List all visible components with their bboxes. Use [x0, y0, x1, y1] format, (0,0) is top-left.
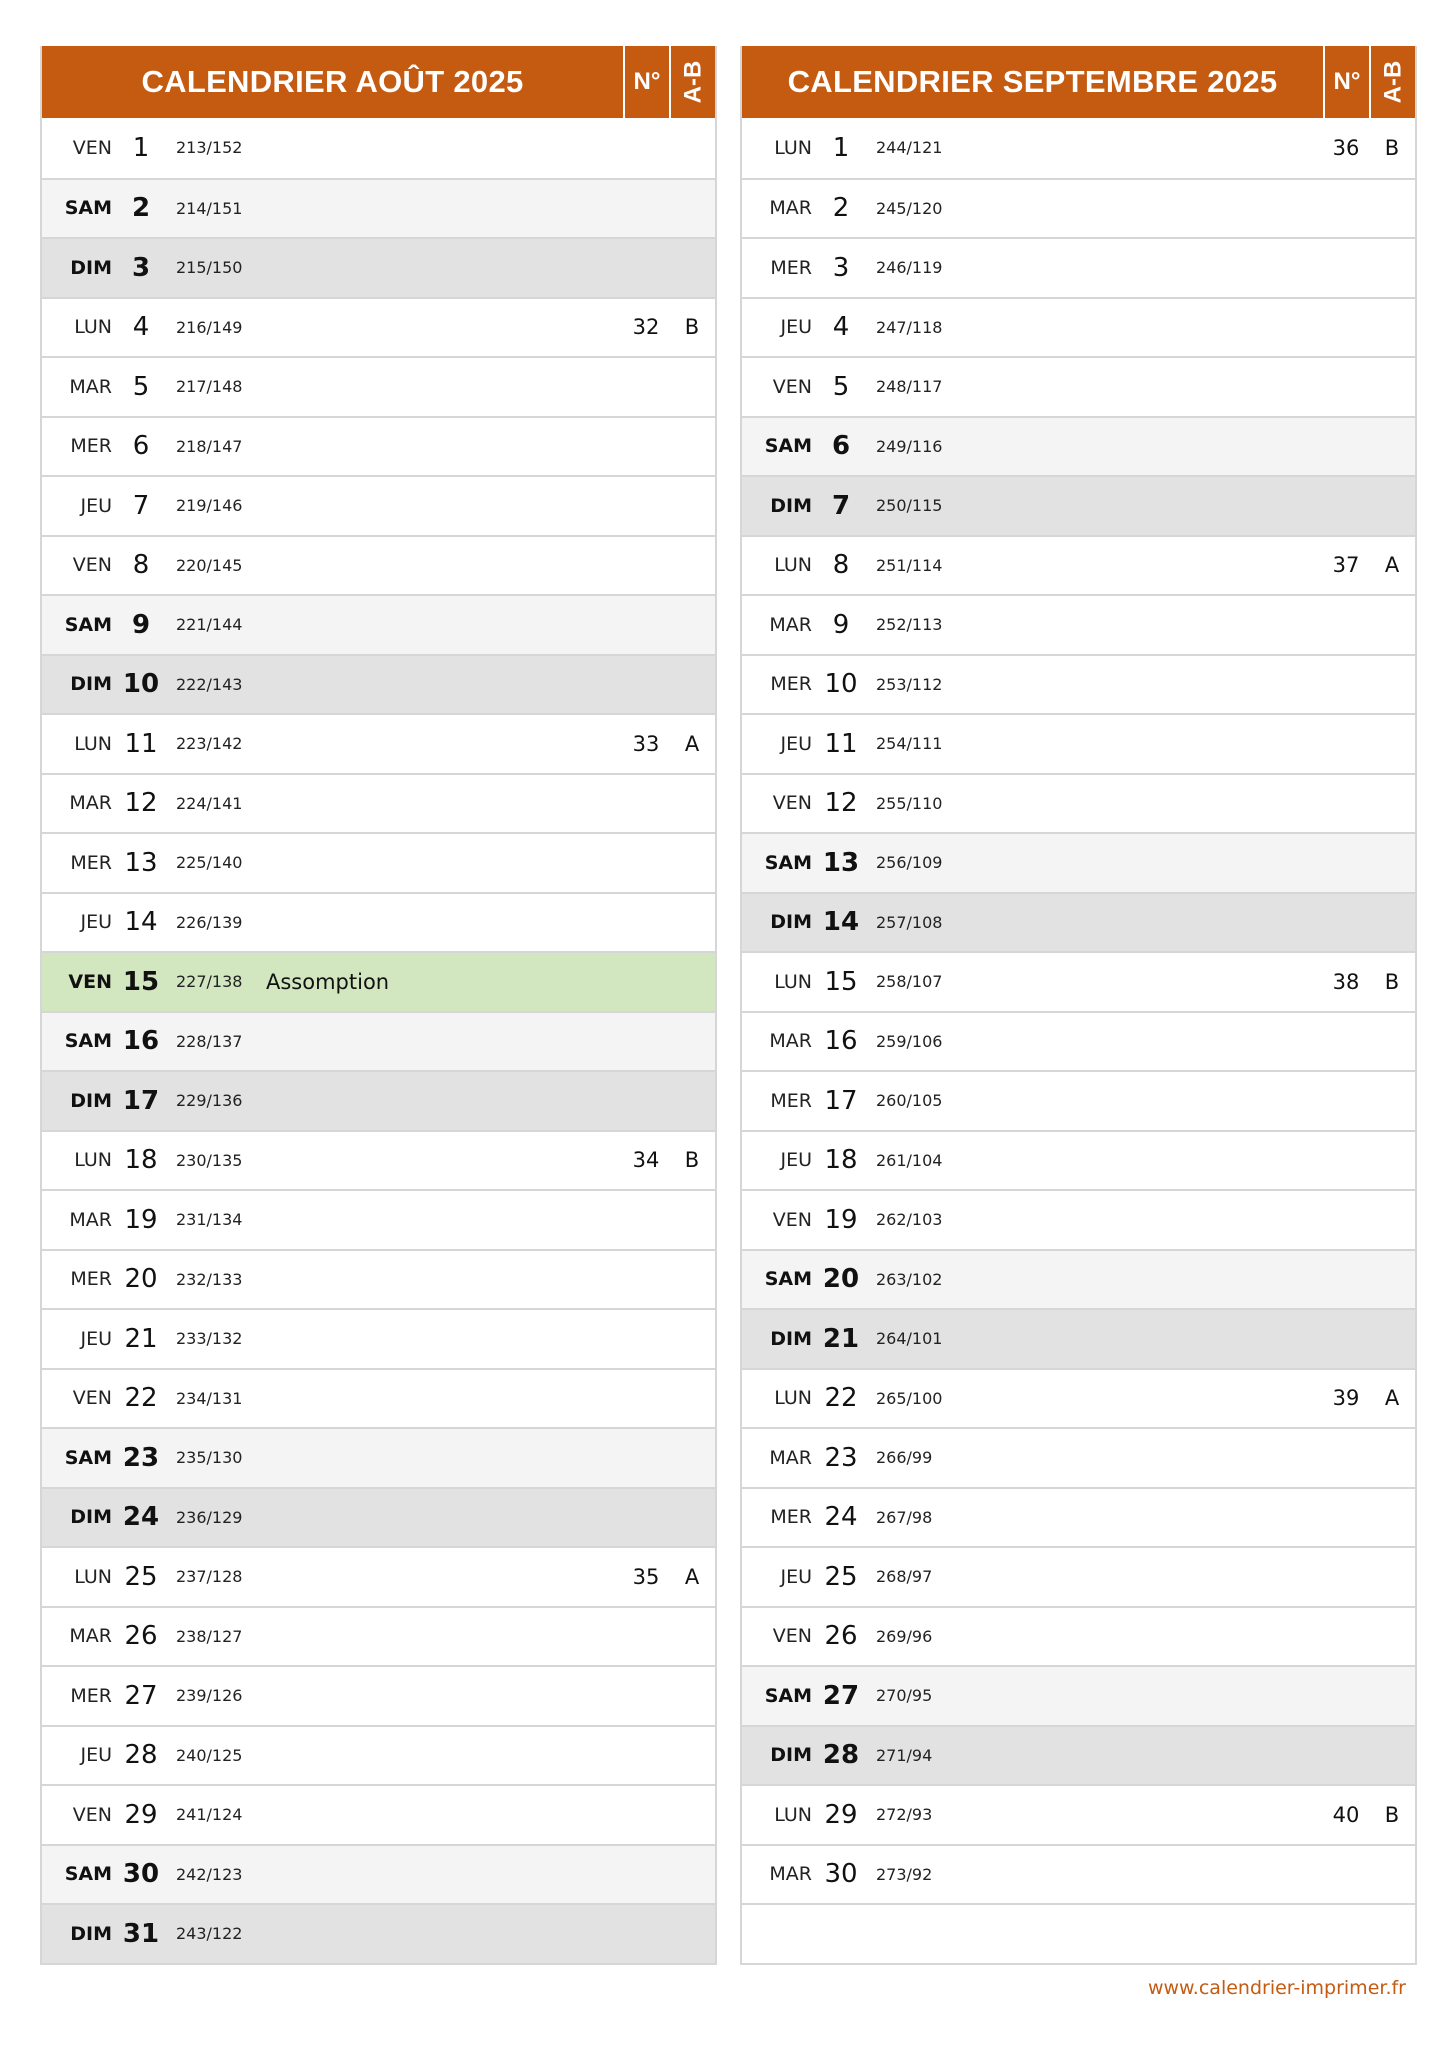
week-ab: B	[1384, 969, 1400, 994]
day-number: 14	[822, 907, 860, 938]
week-ab: A	[684, 731, 700, 756]
day-of-week: JEU	[780, 316, 812, 339]
day-of-week: DIM	[70, 1506, 112, 1529]
day-of-week: SAM	[64, 613, 112, 636]
day-row	[42, 1368, 715, 1428]
week-ab: B	[684, 315, 700, 340]
day-row	[42, 1130, 715, 1190]
week-number: 34	[632, 1148, 660, 1173]
day-number: 19	[824, 1204, 858, 1235]
day-number: 2	[832, 193, 850, 224]
day-row	[742, 1308, 1415, 1368]
day-of-week: MAR	[769, 197, 812, 220]
day-row	[742, 832, 1415, 892]
day-row	[42, 1070, 715, 1130]
day-of-year: 256/109	[876, 853, 943, 873]
day-number: 23	[122, 1442, 160, 1473]
day-of-week: VEN	[772, 792, 812, 815]
day-row	[742, 654, 1415, 714]
day-of-week: JEU	[780, 1565, 812, 1588]
day-number: 5	[132, 371, 150, 402]
day-of-week: MAR	[769, 613, 812, 636]
day-row	[742, 1844, 1415, 1904]
day-row	[742, 594, 1415, 654]
day-of-week: SAM	[764, 1268, 812, 1291]
day-row	[742, 1011, 1415, 1071]
day-number: 12	[824, 788, 858, 819]
day-of-week: VEN	[72, 136, 112, 159]
day-of-week: SAM	[64, 197, 112, 220]
day-of-year: 219/146	[176, 496, 243, 516]
day-of-year: 225/140	[176, 853, 243, 873]
day-number: 9	[832, 609, 850, 640]
day-number: 13	[124, 847, 158, 878]
day-row	[742, 1487, 1415, 1547]
day-of-year: 270/95	[876, 1686, 933, 1706]
day-number: 22	[824, 1383, 858, 1414]
day-row	[742, 1665, 1415, 1725]
day-row	[742, 475, 1415, 535]
day-row	[42, 1725, 715, 1785]
event-label: Assomption	[266, 969, 390, 994]
day-of-week: MAR	[69, 792, 112, 815]
day-number: 26	[124, 1621, 158, 1652]
day-row	[742, 1784, 1415, 1844]
day-number: 28	[124, 1740, 158, 1771]
day-of-year: 264/101	[876, 1329, 943, 1349]
day-of-week: JEU	[780, 1149, 812, 1172]
day-of-year: 223/142	[176, 734, 243, 754]
day-of-year: 249/116	[876, 436, 943, 456]
day-rows	[42, 118, 715, 1963]
day-rows	[742, 118, 1415, 1963]
week-number-header: N°	[1323, 46, 1369, 118]
day-number: 2	[131, 193, 151, 224]
day-of-week: MER	[770, 256, 812, 279]
day-of-year: 250/115	[876, 496, 943, 516]
day-of-week: JEU	[80, 911, 112, 934]
day-row	[42, 1665, 715, 1725]
day-row	[42, 178, 715, 238]
day-of-year: 253/112	[876, 674, 943, 694]
day-of-week: MER	[770, 1506, 812, 1529]
day-number: 7	[132, 490, 150, 521]
day-row	[742, 356, 1415, 416]
ab-header	[1369, 46, 1415, 118]
day-row	[742, 118, 1415, 178]
day-number: 15	[824, 966, 858, 997]
month-title: CALENDRIER AOÛT 2025	[141, 64, 524, 99]
day-row	[42, 832, 715, 892]
day-row	[742, 951, 1415, 1011]
day-of-year: 230/135	[176, 1150, 243, 1170]
day-row	[42, 1249, 715, 1309]
week-ab: B	[684, 1148, 700, 1173]
day-number: 17	[122, 1085, 160, 1116]
day-row	[42, 951, 715, 1011]
day-row	[42, 535, 715, 595]
day-number: 10	[122, 669, 160, 700]
day-number: 28	[822, 1740, 860, 1771]
day-number: 20	[124, 1264, 158, 1295]
day-of-year: 265/100	[876, 1388, 943, 1408]
day-of-week: LUN	[774, 554, 812, 577]
day-number: 29	[824, 1799, 858, 1830]
day-number: 24	[824, 1502, 858, 1533]
day-of-week: LUN	[74, 732, 112, 755]
day-row	[42, 1427, 715, 1487]
week-ab: A	[1384, 553, 1400, 578]
day-of-year: 241/124	[176, 1805, 243, 1825]
day-of-year: 246/119	[876, 258, 943, 278]
month-header	[42, 46, 715, 118]
day-of-year: 258/107	[876, 972, 943, 992]
day-of-week: DIM	[770, 911, 812, 934]
day-of-week: LUN	[74, 1565, 112, 1588]
day-of-year: 235/130	[176, 1448, 243, 1468]
day-number: 20	[822, 1264, 860, 1295]
day-of-year: 213/152	[176, 138, 243, 158]
week-number: 36	[1332, 135, 1360, 160]
day-of-week: MAR	[69, 375, 112, 398]
day-of-year: 261/104	[876, 1150, 943, 1170]
day-number: 8	[832, 550, 850, 581]
day-number: 22	[124, 1383, 158, 1414]
day-row	[42, 1487, 715, 1547]
day-row	[742, 892, 1415, 952]
day-number: 10	[824, 669, 858, 700]
day-number: 23	[824, 1442, 858, 1473]
day-number: 4	[832, 312, 850, 343]
day-of-year: 247/118	[876, 317, 943, 337]
day-of-year: 245/120	[876, 198, 943, 218]
day-row	[42, 475, 715, 535]
day-of-year: 271/94	[876, 1745, 933, 1765]
empty-row	[742, 1903, 1415, 1963]
day-of-week: MAR	[769, 1030, 812, 1053]
day-number: 8	[132, 550, 150, 581]
day-number: 5	[832, 371, 850, 402]
day-row	[42, 1189, 715, 1249]
day-row	[42, 416, 715, 476]
day-of-week: DIM	[770, 1744, 812, 1767]
week-ab: A	[684, 1564, 700, 1589]
day-number: 30	[824, 1859, 858, 1890]
day-row	[42, 237, 715, 297]
day-of-year: 220/145	[176, 555, 243, 575]
day-of-year: 216/149	[176, 317, 243, 337]
ab-header-label: A-B	[1379, 60, 1406, 104]
day-number: 27	[124, 1680, 158, 1711]
day-number: 26	[824, 1621, 858, 1652]
day-of-year: 242/123	[176, 1864, 243, 1884]
day-of-week: JEU	[80, 494, 112, 517]
day-of-year: 252/113	[876, 615, 943, 635]
day-row	[42, 1784, 715, 1844]
week-ab: B	[1384, 135, 1400, 160]
day-of-week: SAM	[764, 851, 812, 874]
day-of-week: VEN	[68, 970, 112, 993]
day-of-year: 254/111	[876, 734, 943, 754]
day-of-year: 267/98	[876, 1507, 933, 1527]
day-of-year: 234/131	[176, 1388, 243, 1408]
day-of-week: VEN	[72, 1387, 112, 1410]
month-header	[742, 46, 1415, 118]
day-of-year: 228/137	[176, 1031, 243, 1051]
day-number: 14	[124, 907, 158, 938]
ab-header	[669, 46, 715, 118]
day-row	[42, 356, 715, 416]
day-row	[742, 1368, 1415, 1428]
day-row	[42, 594, 715, 654]
day-of-week: SAM	[764, 435, 812, 458]
day-of-week: SAM	[64, 1446, 112, 1469]
day-number: 13	[822, 847, 860, 878]
day-of-week: DIM	[770, 1327, 812, 1350]
day-of-year: 243/122	[176, 1924, 243, 1944]
day-row	[742, 1189, 1415, 1249]
day-number: 6	[132, 431, 150, 462]
day-number: 18	[124, 1145, 158, 1176]
day-of-year: 227/138	[176, 972, 243, 992]
day-row	[42, 297, 715, 357]
day-number: 1	[132, 132, 150, 163]
day-of-year: 273/92	[876, 1864, 933, 1884]
week-number: 35	[632, 1564, 660, 1589]
day-of-week: VEN	[72, 1803, 112, 1826]
calendar-september	[740, 46, 1417, 1965]
day-of-week: LUN	[74, 316, 112, 339]
day-of-week: SAM	[64, 1030, 112, 1053]
day-number: 21	[124, 1323, 158, 1354]
day-number: 18	[824, 1145, 858, 1176]
day-of-week: MAR	[69, 1208, 112, 1231]
week-number-header: N°	[623, 46, 669, 118]
day-of-week: LUN	[774, 1387, 812, 1410]
day-row	[742, 1725, 1415, 1785]
day-of-week: LUN	[74, 1149, 112, 1172]
day-of-week: VEN	[772, 1625, 812, 1648]
day-of-week: VEN	[72, 554, 112, 577]
day-row	[42, 773, 715, 833]
day-of-week: VEN	[772, 375, 812, 398]
day-of-year: 259/106	[876, 1031, 943, 1051]
day-row	[42, 118, 715, 178]
day-of-week: LUN	[774, 970, 812, 993]
day-number: 9	[131, 609, 151, 640]
day-of-week: DIM	[70, 1089, 112, 1112]
day-of-year: 226/139	[176, 912, 243, 932]
day-number: 11	[124, 728, 158, 759]
day-row	[742, 1606, 1415, 1666]
day-row	[42, 1546, 715, 1606]
day-number: 16	[824, 1026, 858, 1057]
day-number: 7	[831, 490, 851, 521]
week-number: 38	[1332, 969, 1360, 994]
day-number: 3	[832, 252, 850, 283]
day-of-week: MAR	[769, 1446, 812, 1469]
day-of-week: VEN	[772, 1208, 812, 1231]
day-row	[742, 1130, 1415, 1190]
day-of-week: MER	[770, 673, 812, 696]
day-of-week: JEU	[80, 1327, 112, 1350]
day-of-year: 251/114	[876, 555, 943, 575]
day-of-week: SAM	[64, 1863, 112, 1886]
day-of-year: 222/143	[176, 674, 243, 694]
day-of-year: 231/134	[176, 1210, 243, 1230]
day-number: 3	[131, 252, 151, 283]
day-number: 19	[124, 1204, 158, 1235]
day-of-year: 263/102	[876, 1269, 943, 1289]
day-row	[742, 297, 1415, 357]
day-row	[742, 1070, 1415, 1130]
day-of-week: DIM	[770, 494, 812, 517]
day-of-year: 257/108	[876, 912, 943, 932]
day-of-year: 215/150	[176, 258, 243, 278]
day-of-year: 262/103	[876, 1210, 943, 1230]
day-number: 29	[124, 1799, 158, 1830]
day-of-week: JEU	[780, 732, 812, 755]
week-number: 37	[1332, 553, 1360, 578]
day-of-week: DIM	[70, 1922, 112, 1945]
day-row	[42, 1844, 715, 1904]
day-of-year: 232/133	[176, 1269, 243, 1289]
day-number: 15	[122, 966, 160, 997]
day-of-week: LUN	[774, 1803, 812, 1826]
day-row	[742, 713, 1415, 773]
day-of-year: 266/99	[876, 1448, 933, 1468]
day-row	[742, 1249, 1415, 1309]
day-row	[742, 178, 1415, 238]
day-of-year: 229/136	[176, 1091, 243, 1111]
day-of-year: 240/125	[176, 1745, 243, 1765]
day-row	[42, 1903, 715, 1963]
day-of-week: JEU	[80, 1744, 112, 1767]
day-of-year: 239/126	[176, 1686, 243, 1706]
day-number: 24	[122, 1502, 160, 1533]
day-of-week: SAM	[764, 1684, 812, 1707]
day-of-year: 244/121	[876, 138, 943, 158]
day-number: 1	[832, 132, 850, 163]
day-row	[42, 1308, 715, 1368]
day-of-year: 255/110	[876, 793, 943, 813]
day-of-year: 260/105	[876, 1091, 943, 1111]
day-of-year: 272/93	[876, 1805, 933, 1825]
day-number: 12	[124, 788, 158, 819]
day-number: 30	[122, 1859, 160, 1890]
day-number: 4	[132, 312, 150, 343]
day-row	[42, 713, 715, 773]
day-of-week: LUN	[774, 136, 812, 159]
day-row	[742, 535, 1415, 595]
week-number: 40	[1332, 1802, 1360, 1827]
day-number: 31	[122, 1918, 160, 1949]
day-of-year: 217/148	[176, 377, 243, 397]
day-row	[42, 1011, 715, 1071]
day-of-week: DIM	[70, 673, 112, 696]
day-number: 16	[122, 1026, 160, 1057]
day-number: 11	[824, 728, 858, 759]
day-of-year: 268/97	[876, 1567, 933, 1587]
day-of-year: 248/117	[876, 377, 943, 397]
day-row	[742, 1546, 1415, 1606]
week-number: 39	[1332, 1386, 1360, 1411]
day-row	[742, 237, 1415, 297]
week-ab: A	[1384, 1386, 1400, 1411]
day-of-year: 238/127	[176, 1626, 243, 1646]
day-number: 21	[822, 1323, 860, 1354]
day-of-week: MAR	[769, 1863, 812, 1886]
week-number: 32	[632, 315, 660, 340]
day-number: 25	[824, 1561, 858, 1592]
day-of-week: MAR	[69, 1625, 112, 1648]
month-title: CALENDRIER SEPTEMBRE 2025	[787, 64, 1278, 99]
day-of-year: 269/96	[876, 1626, 933, 1646]
day-of-year: 218/147	[176, 436, 243, 456]
footer-website: www.calendrier-imprimer.fr	[1147, 1977, 1406, 1999]
week-ab: B	[1384, 1802, 1400, 1827]
day-of-week: MER	[70, 1268, 112, 1291]
day-of-week: DIM	[70, 256, 112, 279]
day-row	[42, 654, 715, 714]
day-row	[742, 1427, 1415, 1487]
day-row	[42, 892, 715, 952]
week-number: 33	[632, 731, 660, 756]
day-of-year: 221/144	[176, 615, 243, 635]
day-of-year: 214/151	[176, 198, 243, 218]
day-number: 27	[822, 1680, 860, 1711]
day-row	[742, 416, 1415, 476]
ab-header-label: A-B	[679, 60, 706, 104]
day-of-week: MER	[770, 1089, 812, 1112]
day-number: 17	[824, 1085, 858, 1116]
day-row	[742, 773, 1415, 833]
day-of-year: 237/128	[176, 1567, 243, 1587]
day-of-year: 236/129	[176, 1507, 243, 1527]
day-of-year: 233/132	[176, 1329, 243, 1349]
day-of-week: MER	[70, 435, 112, 458]
day-of-week: MER	[70, 1684, 112, 1707]
day-number: 6	[831, 431, 851, 462]
day-number: 25	[124, 1561, 158, 1592]
day-row	[42, 1606, 715, 1666]
day-of-week: MER	[70, 851, 112, 874]
day-of-year: 224/141	[176, 793, 243, 813]
calendar-august	[40, 46, 717, 1965]
